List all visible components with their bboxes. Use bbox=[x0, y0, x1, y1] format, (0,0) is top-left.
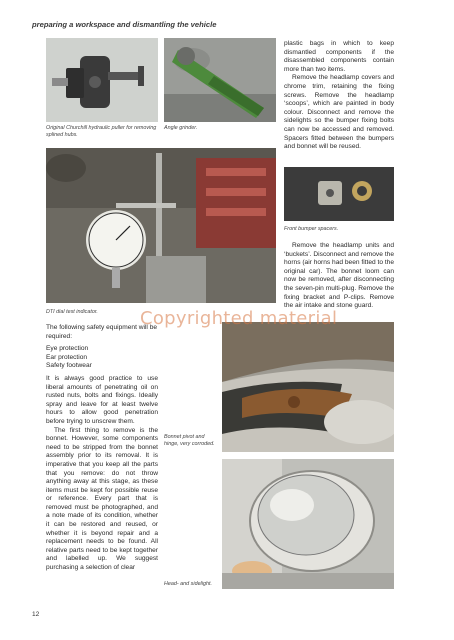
caption-dti: DTI dial test indicator. bbox=[46, 309, 98, 315]
list-item: Eye protection bbox=[46, 345, 89, 353]
paragraph: plastic bags in which to keep dismantled components if the disassembled components contain more than two items. bbox=[284, 40, 394, 73]
right-column-text-mid bbox=[284, 242, 394, 311]
caption-grinder: Angle grinder. bbox=[164, 125, 198, 131]
puller-photo bbox=[46, 38, 158, 122]
watermark: Copyrighted material bbox=[140, 308, 338, 329]
paragraph: Remove the headlamp covers and chrome trim, retaining the fixing screws. Remove the headlamp ‘scoops’, which are painted in body colour. Disconnect and remove the sidelights so the bumper fixing bolts can now be accessed and removed. Spacers fitted between the bumpers and bonnet will be reused. bbox=[284, 74, 394, 151]
caption-bonnet-pivot: Bonnet pivot and hinge, very corroded. bbox=[164, 434, 215, 448]
right-column-text-top bbox=[284, 40, 394, 152]
caption-bumper-spacers: Front bumper spacers. bbox=[284, 226, 339, 232]
running-header: preparing a workspace and dismantling the vehicle bbox=[32, 20, 217, 29]
left-column-text bbox=[46, 324, 158, 573]
page-number: 12 bbox=[32, 611, 40, 618]
caption-puller: Original Churchill hydraulic puller for removing splined hubs. bbox=[46, 125, 157, 139]
list-item: Safety footwear bbox=[46, 362, 92, 370]
dti-photo bbox=[46, 148, 276, 303]
grinder-photo bbox=[164, 38, 276, 122]
paragraph: It is always good practice to use liberal amounts of penetrating oil on rusted nuts, bolts and fixings. Ideally spray and leave for at least twelve hours to allow good penetration before trying to unscrew them. bbox=[46, 374, 158, 425]
bonnet-pivot-photo bbox=[222, 322, 394, 452]
paragraph: The following safety equipment will be required: bbox=[46, 324, 158, 340]
safety-list bbox=[46, 345, 158, 371]
headlamp-photo bbox=[222, 459, 394, 589]
caption-headlamp: Head- and sidelight. bbox=[164, 581, 212, 587]
paragraph: Remove the headlamp units and ‘buckets’. Disconnect and remove the horns (air horns had been fitted to the original car). The bonnet loom can now be removed, after disconnecting the seven-pin multi-plug. Remove the fixing bracket and P-clips. Remove the air intake and stone guard. bbox=[284, 242, 394, 310]
list-item: Ear protection bbox=[46, 353, 88, 361]
bumper-spacers-photo bbox=[284, 167, 394, 221]
paragraph: The first thing to remove is the bonnet. However, some components need to be stripped from the bonnet assembly prior to its removal. It is imperative that you keep all the parts that you remove: do not throw anything away at this stage, as these items must be kept for possible reuse or reference. Every part that is removed must be photographed, and a note made of its condition, whether it can be restored and reused, or whether it is beyond repair and a replacement needs to be found. All relative parts need to be kept together and labelled up. We suggest purchasing a selection of clear bbox=[46, 426, 158, 572]
